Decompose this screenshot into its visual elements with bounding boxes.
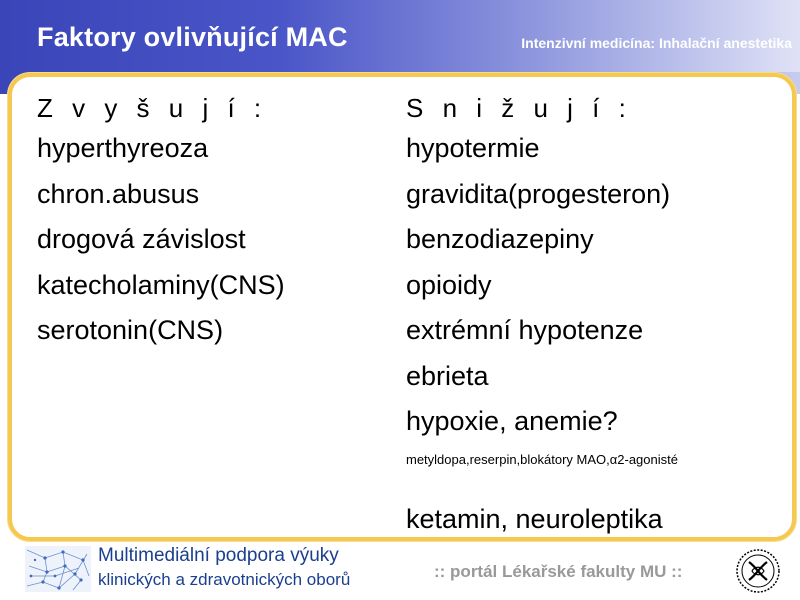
list-item: benzodiazepiny [406, 224, 594, 254]
drug-note: metyldopa,reserpin,blokátory MAO,α2-agonisté [406, 451, 678, 467]
footer-project-line2: klinických a zdravotnických oborů [98, 570, 351, 589]
list-item: drogová závislost [37, 224, 246, 254]
list-item: hyperthyreoza [37, 133, 209, 163]
list-item: gravidita(progesteron) [406, 178, 671, 209]
list-item: extrémní hypotenze [406, 315, 644, 345]
list-item: opioidy [406, 269, 492, 300]
decrease-heading-colon: : [618, 93, 626, 123]
list-item: ebrieta [406, 360, 489, 391]
list-item: hypotermie [406, 133, 540, 163]
list-item: serotonin(CNS) [37, 315, 224, 345]
decrease-column [406, 90, 678, 542]
increase-heading-colon: : [253, 93, 262, 123]
list-item: katecholaminy(CNS) [37, 269, 285, 300]
increase-heading [37, 90, 285, 126]
decrease-heading-text: S n i ž u j í [406, 93, 606, 123]
list-item: chron.abusus [37, 178, 200, 209]
increase-column [37, 90, 285, 354]
increase-heading-text: Z v y š u j í [37, 93, 241, 123]
faculty-emblem-icon [735, 548, 781, 594]
decrease-heading [406, 90, 678, 126]
network-logo-icon [25, 546, 91, 592]
slide-subtitle: Intenzivní medicína: Inhalační anestetika [521, 35, 792, 51]
list-item: hypoxie, anemie? [406, 406, 618, 436]
footer-project-line1: Multimediální podpora výuky [98, 545, 339, 566]
list-item: ketamin, neuroleptika [406, 503, 663, 534]
slide-title: Faktory ovlivňující MAC [37, 22, 348, 52]
portal-label: :: portál Lékařské fakulty MU :: [434, 562, 683, 581]
